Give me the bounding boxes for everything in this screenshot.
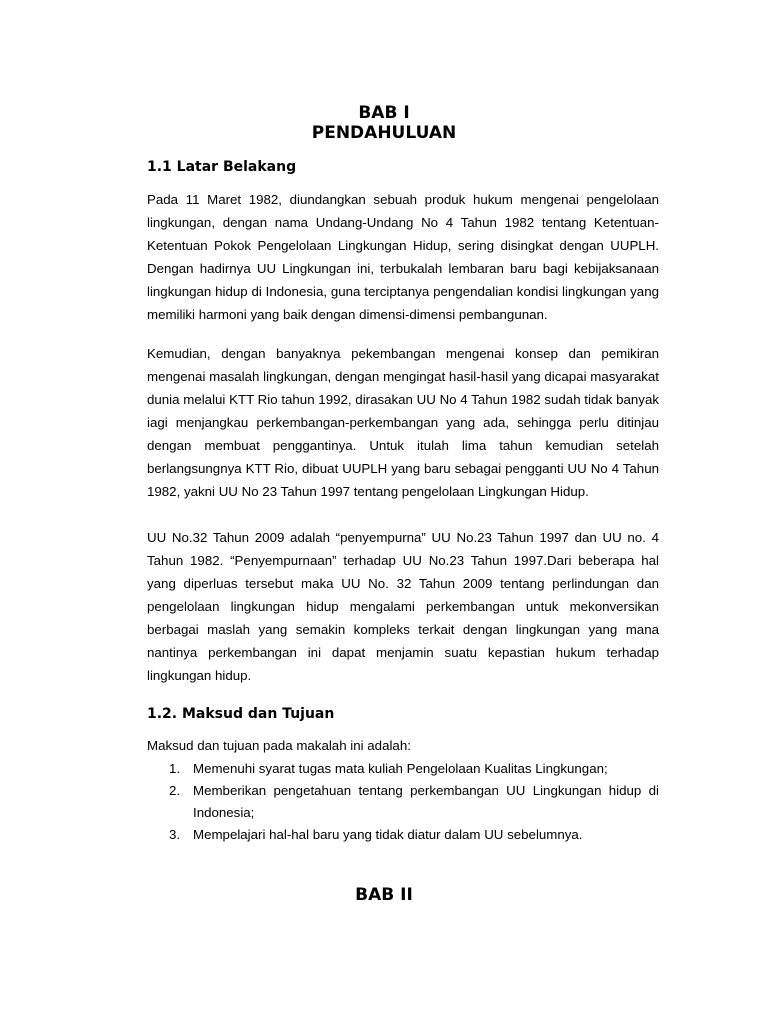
list-item-text: Memenuhi syarat tugas mata kuliah Pengelolaan Kualitas Lingkungan; [193, 761, 608, 776]
list-item-number: 3. [169, 827, 181, 842]
list-item-text: Memberikan pengetahuan tentang perkembangan UU Lingkungan hidup di Indonesia; [193, 783, 659, 820]
paragraph-1: Pada 11 Maret 1982, diundangkan sebuah produk hukum mengenai pengelolaan lingkungan, dengan nama Undang-Undang No 4 Tahun 1982 tentang Ketentuan-Ketentuan Pokok Pengelolaan Lingkungan Hidup, sering disingkat dengan UUPLH. Dengan hadirnya UU Lingkungan ini, terbukalah lembaran baru bagi kebijaksanaan lingkungan hidup di Indonesia, guna terciptanya pengendalian kondisi lingkungan yang memiliki harmoni yang baik dengan dimensi-dimensi pembangunan. [147, 192, 659, 322]
section-heading-maksud-tujuan: 1.2. Maksud dan Tujuan [147, 706, 335, 722]
section-heading-latar-belakang: 1.1 Latar Belakang [147, 159, 297, 175]
chapter-label: BAB I [358, 103, 410, 123]
chapter-title: PENDAHULUAN [311, 123, 457, 143]
list-intro: Maksud dan tujuan pada makalah ini adalah: [147, 738, 411, 753]
paragraph-2: Kemudian, dengan banyaknya pekembangan mengenai konsep dan pemikiran mengenai masalah lingkungan, dengan mengingat hasil-hasil yang dicapai masyarakat dunia melalui KTT Rio tahun 1992, dirasakan UU No 4 Tahun 1982 sudah tidak banyak iagi menjangkau perkembangan-perkembangan yang ada, sehingga perlu ditinjau dengan membuat penggantinya. Untuk itulah lima tahun kemudian setelah berlangsungnya KTT Rio, dibuat UUPLH yang baru sebagai pengganti UU No 4 Tahun 1982, yakni UU No 23 Tahun 1997 tentang pengelolaan Lingkungan Hidup. [147, 346, 659, 499]
list-item-number: 1. [169, 761, 181, 776]
paragraph-3: UU No.32 Tahun 2009 adalah “penyempurna” UU No.23 Tahun 1997 dan UU no. 4 Tahun 1982. “Penyempurnaan” terhadap UU No.23 Tahun 1997.Dari beberapa hal yang diperluas tersebut maka UU No. 32 Tahun 2009 tentang perlindungan dan pengelolaan lingkungan hidup mengalami perkembangan untuk mekonversikan berbagai maslah yang semakin kompleks terkait dengan lingkungan yang mana nantinya perkembangan ini dapat menjamin suatu kepastian hukum terhadap lingkungan hidup. [147, 530, 659, 683]
list-item [147, 780, 659, 824]
chapter-2-label: BAB II [355, 885, 413, 905]
list-item-text: Mempelajari hal-hal baru yang tidak diatur dalam UU sebelumnya. [193, 827, 583, 842]
list-item-number: 2. [169, 783, 181, 798]
objectives-list [147, 758, 659, 846]
list-item [147, 824, 659, 846]
list-item [147, 758, 659, 780]
